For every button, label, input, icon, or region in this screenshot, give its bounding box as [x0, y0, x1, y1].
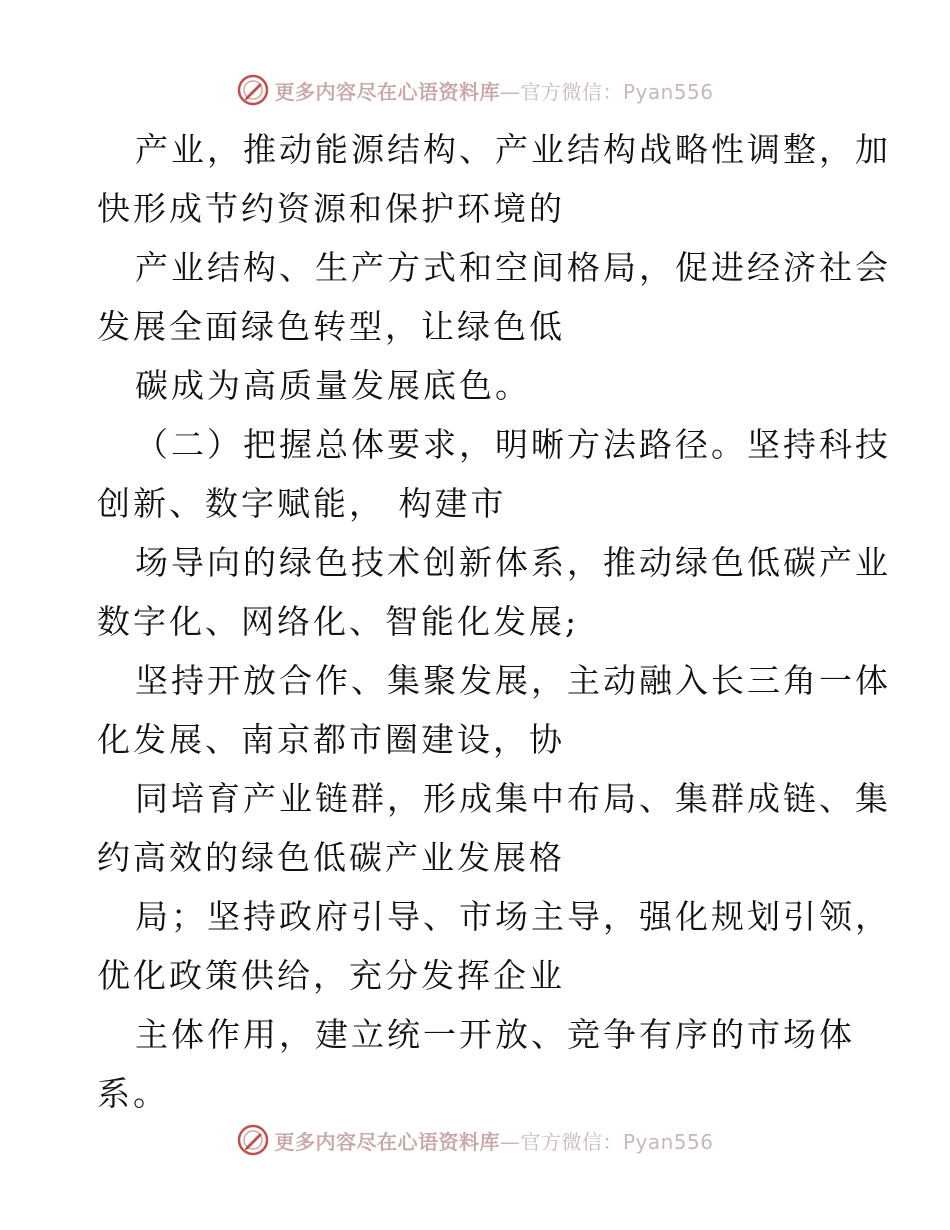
text-line: 产业结构、生产方式和空间格局，促进经济社会 — [135, 248, 891, 287]
text-line: 同培育产业链群，形成集中布局、集群成链、集 — [135, 779, 891, 818]
footer-banner-title: 更多内容尽在心语资料库 — [274, 1129, 500, 1154]
text-line: 优化政策供给，充分发挥企业 — [97, 956, 565, 995]
logo-icon — [236, 1123, 270, 1157]
text-line: 数字化、网络化、智能化发展; — [97, 602, 580, 641]
footer-banner-wechat: —官方微信：Pyan556 — [499, 1129, 714, 1154]
text-line: 碳成为高质量发展底色。 — [135, 366, 531, 405]
section-heading-line: （二）把握总体要求，明晰方法路径。坚持科技 — [135, 425, 891, 464]
text-line: 局；坚持政府引导、市场主导，强化规划引领， — [135, 897, 891, 936]
document-body — [97, 120, 891, 1123]
header-banner — [0, 70, 950, 110]
text-line: 创新、数字赋能， 构建市 — [97, 484, 507, 523]
text-line: 坚持开放合作、集聚发展，主动融入长三角一体 — [135, 661, 891, 700]
text-line: 快形成节约资源和保护环境的 — [97, 189, 565, 228]
text-line: 场导向的绿色技术创新体系，推动绿色低碳产业 — [135, 543, 891, 582]
logo-icon — [236, 73, 270, 107]
text-line: 发展全面绿色转型，让绿色低 — [97, 307, 565, 346]
text-line: 产业，推动能源结构、产业结构战略性调整，加 — [135, 130, 891, 169]
text-line: 约高效的绿色低碳产业发展格 — [97, 838, 565, 877]
header-banner-wechat: —官方微信：Pyan556 — [499, 79, 714, 104]
footer-banner-text — [274, 1126, 713, 1155]
footer-banner — [0, 1120, 950, 1160]
header-banner-text — [274, 76, 713, 105]
text-line: 主体作用，建立统一开放、竞争有序的市场体 — [135, 1015, 855, 1054]
header-banner-title: 更多内容尽在心语资料库 — [274, 79, 500, 104]
text-line: 化发展、南京都市圈建设，协 — [97, 720, 565, 759]
text-line: 系。 — [97, 1074, 169, 1113]
